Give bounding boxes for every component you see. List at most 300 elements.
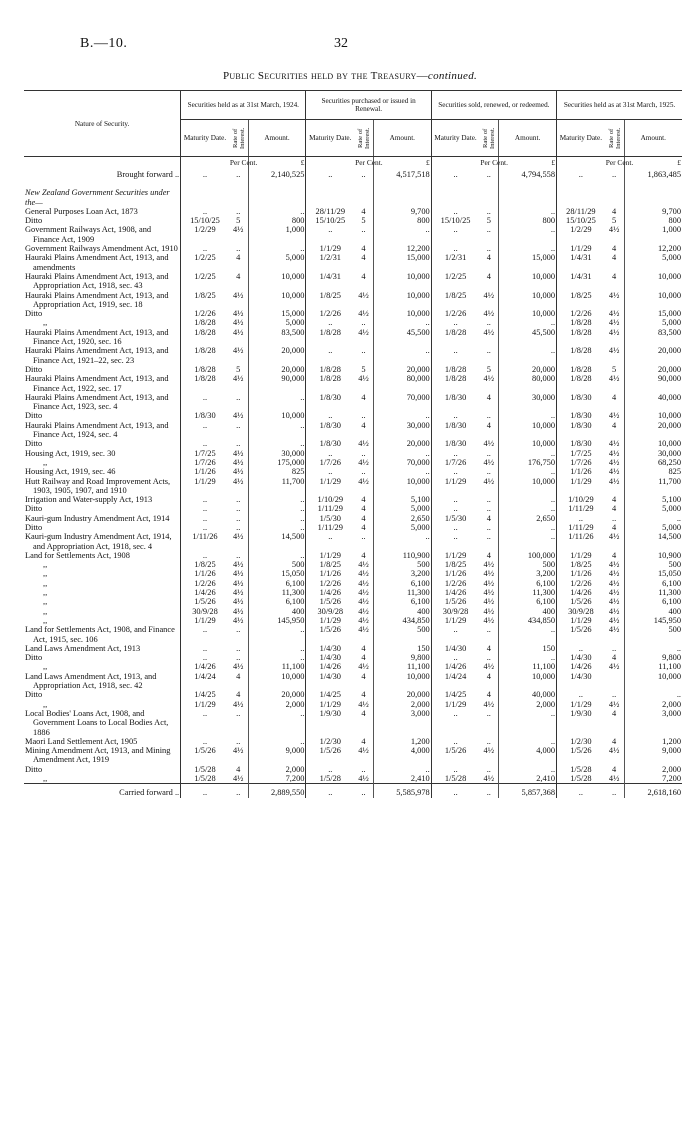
amount-cell: ..	[499, 449, 557, 458]
security-name	[24, 272, 181, 291]
amount-cell: ..	[248, 737, 306, 746]
page-number: 32	[334, 36, 348, 51]
security-name	[24, 662, 181, 671]
security-name	[24, 365, 181, 374]
rate-cell: ..	[236, 625, 241, 635]
rate-cell	[605, 672, 624, 691]
maturity-date-cell: 1/1/26	[181, 569, 229, 578]
rate-of-interest-header: Rate of Interest.	[229, 120, 248, 157]
maturity-date-cell: 1/1/29	[557, 616, 605, 625]
rate-cell: 5	[612, 216, 617, 226]
security-name-text: Irrigation and Water-supply Act, 1913	[25, 495, 153, 505]
maturity-date-cell: 1/1/29	[306, 616, 354, 625]
rate-cell: 4½	[483, 662, 495, 672]
rate-cell: 4	[486, 420, 491, 430]
rate-cell: ..	[486, 467, 491, 477]
maturity-date-cell: 1/8/28	[557, 328, 605, 347]
amount-cell: ..	[373, 532, 431, 551]
maturity-date-cell: 1/1/29	[306, 551, 354, 560]
empty-cell	[306, 185, 354, 207]
maturity-date-cell: 1/1/29	[431, 477, 479, 496]
rate-cell: 4	[612, 522, 617, 532]
maturity-date-cell: 1/4/30	[306, 653, 354, 662]
maturity-date-cell: 30/9/28	[431, 607, 479, 616]
amount-cell: ..	[624, 690, 682, 699]
rate-cell: 4½	[608, 615, 620, 625]
maturity-date-header: Maturity Date.	[306, 120, 354, 157]
rate-cell: ..	[236, 708, 241, 718]
security-name	[24, 309, 181, 318]
amount-cell: 40,000	[499, 690, 557, 699]
amount-cell: ..	[499, 495, 557, 504]
amount-cell: 500	[373, 560, 431, 569]
maturity-date-cell: 1/1/26	[181, 467, 229, 476]
nature-header: Nature of Security.	[24, 91, 181, 157]
maturity-date-cell: 1/4/26	[181, 588, 229, 597]
rate-cell: 4	[486, 513, 491, 523]
rate-cell: 4½	[608, 448, 620, 458]
security-name-text: Ditto	[25, 439, 43, 449]
maturity-date-cell: 1/7/26	[431, 458, 479, 467]
maturity-date-cell: 1/4/26	[557, 588, 605, 597]
security-name-text: ,,	[43, 318, 48, 328]
maturity-date-cell: 1/8/25	[181, 291, 229, 310]
security-name-text: Ditto	[25, 522, 43, 532]
title-main: Public Securities held by the Treasury—	[222, 70, 428, 82]
rate-cell: 4½	[358, 578, 369, 588]
amount-cell: 11,300	[373, 588, 431, 597]
amount-cell: ..	[499, 346, 557, 365]
amount-cell: ..	[248, 207, 306, 216]
amount-cell: 10,000	[373, 291, 431, 310]
security-name-text: Government Railways Amendment Act, 1910	[25, 244, 178, 254]
rate-cell: 4½	[483, 746, 495, 756]
amount-cell: ..	[248, 644, 306, 653]
rate-cell: 4	[361, 392, 366, 402]
maturity-date-cell: ..	[557, 644, 605, 653]
amount-cell: ..	[499, 532, 557, 551]
security-name-text: ,,	[43, 606, 48, 616]
amount-cell: 15,000	[499, 253, 557, 272]
rate-cell: ..	[486, 495, 491, 505]
amount-cell: 80,000	[373, 374, 431, 393]
amount-cell: 10,000	[373, 272, 431, 291]
rate-cell: 4½	[483, 439, 495, 449]
rate-cell: 4	[612, 244, 617, 254]
maturity-date-cell: ..	[306, 225, 354, 244]
security-name-text: Land for Settlements Act, 1908, and Finance Act, 1915, sec. 106	[25, 625, 175, 644]
rate-cell: 5	[361, 216, 366, 226]
amount-cell: 10,000	[248, 291, 306, 310]
rate-cell: ..	[361, 411, 366, 421]
maturity-date-cell: ..	[431, 495, 479, 504]
amount-cell: 11,100	[499, 662, 557, 671]
security-name	[24, 737, 181, 746]
security-name-text: Hutt Railway and Road Improvement Acts, 1903, 1905, 1907, and 1910	[25, 476, 171, 495]
security-name-text: ,,	[43, 699, 48, 709]
maturity-date-cell: 1/4/31	[557, 253, 605, 272]
rate-cell: 4½	[608, 746, 620, 756]
amount-cell: ..	[248, 393, 306, 412]
maturity-date-cell: 1/4/25	[431, 690, 479, 699]
rate-cell: 4	[361, 253, 366, 263]
table-row	[24, 569, 682, 578]
maturity-date-cell: 1/8/30	[431, 393, 479, 412]
rate-cell: 4	[612, 206, 617, 216]
maturity-date-cell: ..	[431, 244, 479, 253]
amount-cell: 45,500	[373, 328, 431, 347]
amount-cell: 30,000	[499, 393, 557, 412]
security-name	[24, 514, 181, 523]
rate-cell: 4	[612, 420, 617, 430]
amount-cell: ..	[248, 495, 306, 504]
security-name-text: Ditto	[25, 764, 43, 774]
rate-cell: 4	[612, 653, 617, 663]
rate-cell: 4	[612, 253, 617, 263]
carried-forward-amount: 5,585,978	[373, 784, 431, 798]
amount-cell: 30,000	[248, 449, 306, 458]
maturity-date-cell: 1/8/28	[557, 365, 605, 374]
maturity-date-cell: 1/2/25	[181, 253, 229, 272]
maturity-date-cell: 1/1/29	[557, 700, 605, 709]
rate-cell: ..	[236, 420, 241, 430]
maturity-date-cell: 1/5/26	[306, 625, 354, 644]
amount-header: Amount.	[248, 120, 306, 157]
amount-cell: 5,100	[624, 495, 682, 504]
security-name	[24, 607, 181, 616]
rate-cell: 4	[486, 392, 491, 402]
amount-cell: 20,000	[624, 365, 682, 374]
amount-cell: 5,000	[248, 253, 306, 272]
amount-cell: 10,000	[248, 272, 306, 291]
security-name	[24, 467, 181, 476]
amount-cell: ..	[248, 439, 306, 448]
amount-cell: 100,000	[499, 551, 557, 560]
amount-cell: 40,000	[624, 393, 682, 412]
rate-cell: 4½	[358, 290, 369, 300]
maturity-date-cell: 1/4/26	[431, 662, 479, 671]
maturity-date-cell: 1/1/29	[306, 477, 354, 496]
rate-cell: 4½	[483, 560, 495, 570]
amount-cell: ..	[248, 514, 306, 523]
rate-cell: 4	[361, 653, 366, 663]
maturity-date-cell: 1/8/30	[306, 421, 354, 440]
rate-cell: ..	[361, 346, 366, 356]
security-name-text: ,,	[43, 457, 48, 467]
maturity-date-cell: 1/4/30	[306, 672, 354, 691]
document-reference: B.—10.	[80, 36, 128, 51]
amount-cell: ..	[499, 653, 557, 662]
rate-cell: 4½	[358, 457, 369, 467]
rate-cell: 4½	[608, 597, 620, 607]
amount-cell: 150	[499, 644, 557, 653]
amount-cell: 3,000	[624, 709, 682, 737]
rate-cell: 4	[361, 708, 366, 718]
carried-forward-maturity: ..	[557, 784, 605, 798]
amount-cell: 800	[248, 216, 306, 225]
security-name	[24, 449, 181, 458]
rate-cell: 4½	[232, 457, 244, 467]
carried-forward-amount: 5,857,368	[499, 784, 557, 798]
carried-forward-maturity: ..	[306, 784, 354, 798]
table-row	[24, 765, 682, 774]
maturity-date-cell: 1/4/30	[306, 644, 354, 653]
empty-cell	[248, 185, 306, 207]
maturity-date-cell: 1/11/26	[181, 532, 229, 551]
table-row	[24, 253, 682, 272]
rate-cell: 4½	[358, 662, 369, 672]
maturity-date-cell: 30/9/28	[557, 607, 605, 616]
maturity-date-cell: ..	[181, 644, 229, 653]
maturity-date-cell: 1/5/26	[306, 746, 354, 765]
maturity-date-cell: ..	[431, 765, 479, 774]
rate-cell: ..	[486, 625, 491, 635]
maturity-date-cell: 1/1/29	[557, 477, 605, 496]
maturity-date-cell: 1/4/25	[306, 690, 354, 699]
security-name-text: Kauri-gum Industry Amendment Act, 1914, and Appropriation Act, 1918, sec. 4	[25, 532, 172, 551]
amount-cell: 5,000	[248, 318, 306, 327]
maturity-date-cell: ..	[181, 709, 229, 737]
rate-cell: 4	[236, 271, 241, 281]
rate-cell: ..	[486, 708, 491, 718]
brought-forward-maturity: ..	[181, 167, 229, 185]
table-row	[24, 346, 682, 365]
units-amount: £	[248, 157, 306, 168]
amount-header: Amount.	[373, 120, 431, 157]
table-row	[24, 244, 682, 253]
maturity-date-cell: ..	[431, 411, 479, 420]
carried-forward-label: Carried forward ..	[24, 784, 181, 798]
maturity-date-cell: 1/4/31	[557, 272, 605, 291]
rate-cell: ..	[236, 244, 241, 254]
maturity-date-cell: 1/8/25	[306, 291, 354, 310]
maturity-date-cell: 1/8/28	[306, 374, 354, 393]
amount-cell: 90,000	[248, 374, 306, 393]
security-name	[24, 560, 181, 569]
rate-cell: ..	[486, 225, 491, 235]
amount-cell: 400	[248, 607, 306, 616]
maturity-date-cell: 1/8/25	[431, 291, 479, 310]
maturity-date-cell: 1/2/26	[431, 309, 479, 318]
rate-cell: 4½	[358, 615, 369, 625]
table-row	[24, 207, 682, 216]
amount-cell: ..	[373, 467, 431, 476]
table-row	[24, 467, 682, 476]
security-name-text: ,,	[43, 560, 48, 570]
table-row	[24, 690, 682, 699]
security-name-text: Ditto	[25, 309, 43, 319]
table-row	[24, 477, 682, 496]
maturity-date-cell: ..	[431, 625, 479, 644]
amount-cell: 145,950	[248, 616, 306, 625]
table-row	[24, 523, 682, 532]
rate-cell: ..	[486, 653, 491, 663]
table-row	[24, 216, 682, 225]
units-rate: Per Cent.	[355, 158, 383, 167]
rate-of-interest-header: Rate of Interest.	[479, 120, 498, 157]
security-name	[24, 421, 181, 440]
securities-table	[24, 90, 682, 798]
rate-cell: 4½	[608, 578, 620, 588]
amount-cell: 15,050	[248, 569, 306, 578]
maturity-date-cell: 1/2/29	[557, 225, 605, 244]
rate-cell: 4½	[608, 439, 620, 449]
table-row	[24, 495, 682, 504]
brought-forward-rate: ..	[612, 170, 617, 179]
rate-cell: ..	[361, 225, 366, 235]
maturity-date-cell: ..	[431, 504, 479, 513]
rate-cell: 4	[361, 420, 366, 430]
units-rate: Per Cent.	[480, 158, 508, 167]
amount-cell: 500	[248, 560, 306, 569]
units-maturity	[557, 157, 605, 168]
rate-cell: 4	[612, 736, 617, 746]
amount-cell: 20,000	[248, 346, 306, 365]
carried-forward-amount: 2,618,160	[624, 784, 682, 798]
table-row	[24, 514, 682, 523]
maturity-date-cell: 28/11/29	[557, 207, 605, 216]
maturity-date-cell: 1/5/28	[557, 765, 605, 774]
maturity-date-cell: ..	[431, 207, 479, 216]
maturity-date-cell: ..	[431, 532, 479, 551]
rate-cell: ..	[612, 513, 617, 523]
maturity-date-cell: 1/5/28	[431, 774, 479, 784]
rate-cell: 4	[236, 671, 241, 681]
rate-cell: 4	[612, 495, 617, 505]
rate-cell: ..	[486, 736, 491, 746]
table-row	[24, 393, 682, 412]
amount-cell: 11,100	[373, 662, 431, 671]
amount-cell: 10,000	[624, 291, 682, 310]
rate-cell: ..	[486, 448, 491, 458]
amount-cell: 500	[624, 560, 682, 569]
group-header-held-1925: Securities held as at 31st March, 1925.	[557, 91, 682, 120]
rate-cell: 4½	[608, 774, 620, 783]
units-maturity	[306, 157, 354, 168]
carried-forward-rate: ..	[479, 784, 498, 798]
empty-cell	[557, 185, 605, 207]
brought-forward-maturity: ..	[431, 167, 479, 185]
amount-cell: 434,850	[373, 616, 431, 625]
security-name	[24, 625, 181, 644]
maturity-date-cell: ..	[306, 532, 354, 551]
security-name-text: Ditto	[25, 411, 43, 421]
amount-cell: ..	[499, 244, 557, 253]
maturity-date-cell: ..	[431, 449, 479, 458]
maturity-date-cell: 1/5/26	[431, 597, 479, 606]
security-name-text: Hauraki Plains Amendment Act, 1913, and Finance Act, 1923, sec. 4	[25, 392, 169, 412]
security-name-text: ,,	[43, 578, 48, 588]
security-name	[24, 672, 181, 691]
maturity-date-cell: 1/1/29	[431, 551, 479, 560]
brought-forward-amount: 1,863,485	[624, 167, 682, 185]
table-row	[24, 588, 682, 597]
rate-cell: 4½	[232, 467, 244, 477]
table-row	[24, 746, 682, 765]
table-row	[24, 272, 682, 291]
amount-cell: 9,800	[624, 653, 682, 662]
security-name	[24, 523, 181, 532]
amount-cell: ..	[373, 411, 431, 420]
maturity-date-cell: 1/1/26	[557, 569, 605, 578]
amount-cell: ..	[248, 653, 306, 662]
amount-cell: 10,000	[499, 477, 557, 496]
maturity-date-cell: 1/4/25	[181, 690, 229, 699]
rate-cell: ..	[361, 467, 366, 477]
maturity-date-cell: ..	[431, 523, 479, 532]
amount-cell: 176,750	[499, 458, 557, 467]
amount-cell: ..	[499, 225, 557, 244]
amount-cell: 9,700	[624, 207, 682, 216]
table-row	[24, 616, 682, 625]
rate-cell: 4½	[232, 290, 244, 300]
maturity-date-cell: 1/2/26	[431, 579, 479, 588]
amount-cell: 80,000	[499, 374, 557, 393]
amount-cell: 11,100	[248, 662, 306, 671]
amount-cell: 20,000	[624, 346, 682, 365]
amount-cell: 5,000	[373, 523, 431, 532]
amount-cell: 5,000	[624, 504, 682, 513]
amount-cell: 434,850	[499, 616, 557, 625]
table-row	[24, 532, 682, 551]
maturity-date-header: Maturity Date.	[431, 120, 479, 157]
rate-cell: 4½	[608, 532, 620, 542]
maturity-date-cell: 1/2/26	[181, 579, 229, 588]
security-name-text: Maori Land Settlement Act, 1905	[25, 736, 138, 746]
rate-cell: 4½	[232, 699, 244, 709]
maturity-date-cell: 1/4/31	[306, 272, 354, 291]
maturity-date-cell: ..	[181, 495, 229, 504]
maturity-date-cell: 1/5/30	[431, 514, 479, 523]
units-maturity	[181, 157, 229, 168]
rate-cell: ..	[236, 736, 241, 746]
rate-cell: 4½	[608, 625, 620, 635]
maturity-date-cell: 1/4/26	[557, 662, 605, 671]
amount-cell: 11,300	[624, 588, 682, 597]
maturity-date-cell: 30/9/28	[181, 607, 229, 616]
security-name	[24, 709, 181, 737]
rate-of-interest-header: Rate of Interest.	[605, 120, 624, 157]
rate-cell: 4	[486, 643, 491, 653]
amount-cell: ..	[248, 523, 306, 532]
amount-cell: 3,000	[373, 709, 431, 737]
maturity-date-cell: ..	[181, 393, 229, 412]
amount-cell: 800	[624, 216, 682, 225]
amount-cell: 2,000	[373, 700, 431, 709]
amount-cell: 2,000	[248, 765, 306, 774]
maturity-date-cell: 1/5/26	[557, 625, 605, 644]
table-row	[24, 737, 682, 746]
rate-cell: 4½	[232, 448, 244, 458]
maturity-date-cell: 1/1/29	[306, 700, 354, 709]
table-row	[24, 328, 682, 347]
amount-cell: 45,500	[499, 328, 557, 347]
amount-cell: 10,000	[624, 439, 682, 448]
maturity-date-cell: ..	[181, 625, 229, 644]
maturity-date-header: Maturity Date.	[557, 120, 605, 157]
rate-cell: 5	[486, 364, 491, 374]
maturity-date-cell: 1/8/28	[181, 328, 229, 347]
rate-cell: ..	[361, 532, 366, 542]
amount-cell: 5,000	[624, 523, 682, 532]
maturity-date-cell: 1/1/26	[557, 467, 605, 476]
rate-cell: ..	[236, 522, 241, 532]
amount-cell: ..	[499, 523, 557, 532]
carried-forward-maturity: ..	[181, 784, 229, 798]
security-name	[24, 253, 181, 272]
table-row	[24, 625, 682, 644]
rate-cell: 4½	[232, 225, 244, 235]
